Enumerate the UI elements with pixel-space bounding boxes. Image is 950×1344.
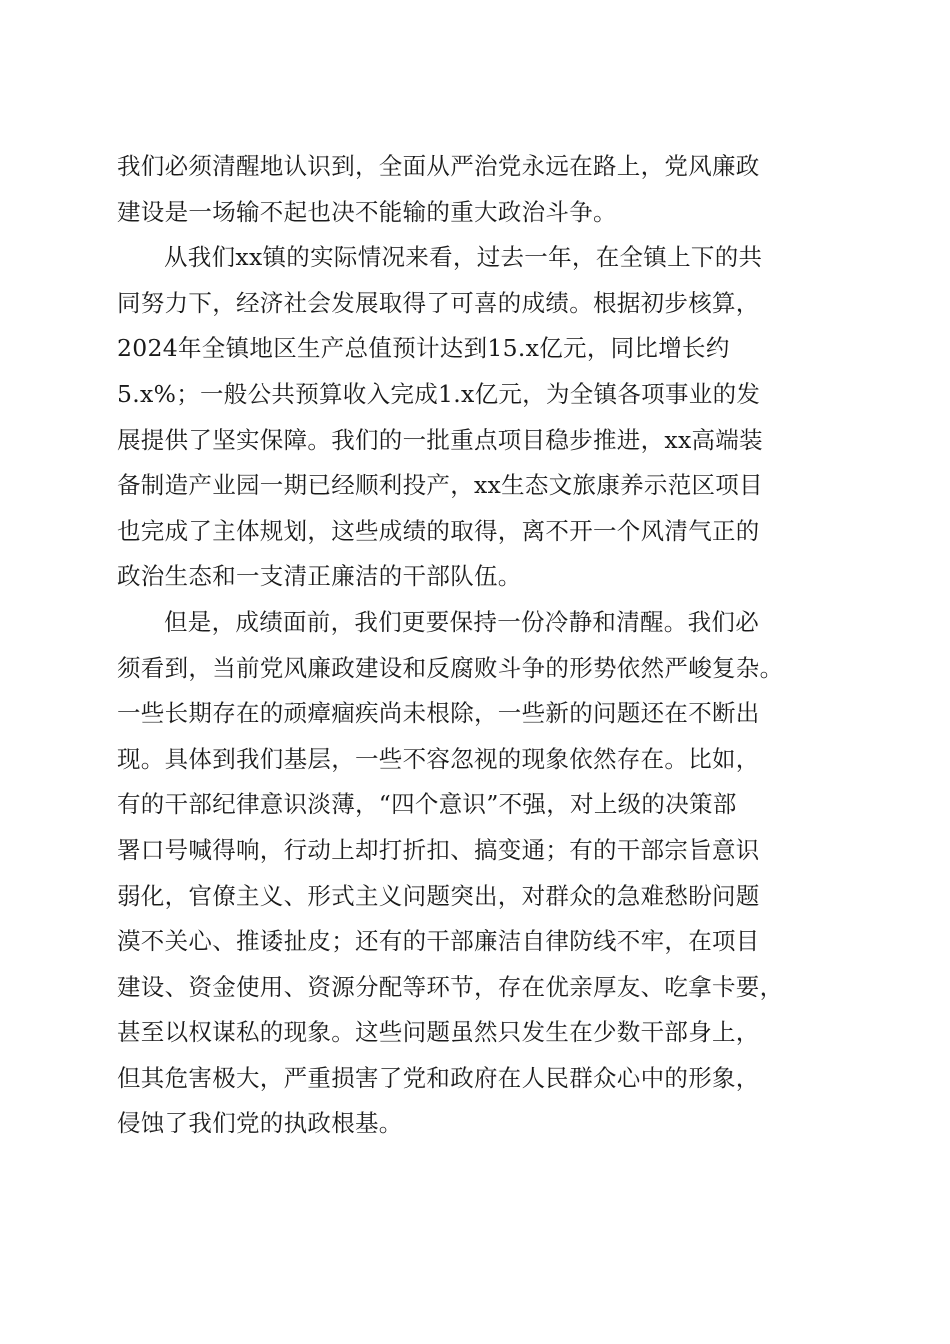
- text-line: 建设是一场输不起也决不能输的重大政治斗争。: [117, 197, 617, 226]
- text-line: 须看到，当前党风廉政建设和反腐败斗争的形势依然严峻复杂。: [117, 653, 784, 682]
- text-line: 现。具体到我们基层，一些不容忽视的现象依然存在。比如，: [117, 744, 760, 773]
- text-line: 有的干部纪律意识淡薄，“四个意识”不强，对上级的决策部: [117, 790, 737, 819]
- text-line: 同努力下，经济社会发展取得了可喜的成绩。根据初步核算，: [117, 288, 760, 317]
- document-body: [117, 144, 835, 1147]
- text-line: 5.x%；一般公共预算收入完成1.x亿元，为全镇各项事业的发: [117, 379, 761, 408]
- text-line: 但是，成绩面前，我们更要保持一份冷静和清醒。我们必: [164, 607, 759, 636]
- text-line: 但其危害极大，严重损害了党和政府在人民群众心中的形象，: [117, 1063, 760, 1092]
- text-line: 建设、资金使用、资源分配等环节，存在优亲厚友、吃拿卡要，: [117, 972, 784, 1001]
- text-line: 弱化，官僚主义、形式主义问题突出，对群众的急难愁盼问题: [117, 881, 760, 910]
- text-line: 展提供了坚实保障。我们的一批重点项目稳步推进，xx高端装: [117, 425, 763, 454]
- text-line: 也完成了主体规划，这些成绩的取得，离不开一个风清气正的: [117, 516, 760, 545]
- text-line: 侵蚀了我们党的执政根基。: [117, 1109, 403, 1138]
- text-line: 我们必须清醒地认识到，全面从严治党永远在路上，党风廉政: [117, 152, 760, 180]
- text-line: 备制造产业园一期已经顺利投产，xx生态文旅康养示范区项目: [117, 471, 763, 500]
- text-line: 一些长期存在的顽瘴痼疾尚未根除，一些新的问题还在不断出: [117, 699, 760, 728]
- text-line: 政治生态和一支清正廉洁的干部队伍。: [117, 562, 522, 591]
- text-line: 从我们xx镇的实际情况来看，过去一年，在全镇上下的共: [164, 243, 763, 272]
- text-line: 甚至以权谋私的现象。这些问题虽然只发生在少数干部身上，: [117, 1018, 760, 1047]
- paragraph-1: [117, 144, 835, 235]
- text-line: 署口号喊得响，行动上却打折扣、搞变通；有的干部宗旨意识: [117, 835, 760, 864]
- text-line: 2024年全镇地区生产总值预计达到15.x亿元，同比增长约: [117, 334, 730, 363]
- paragraph-2: [117, 235, 835, 600]
- paragraph-3: [117, 600, 835, 1147]
- text-line: 漠不关心、推诿扯皮；还有的干部廉洁自律防线不牢，在项目: [117, 927, 760, 956]
